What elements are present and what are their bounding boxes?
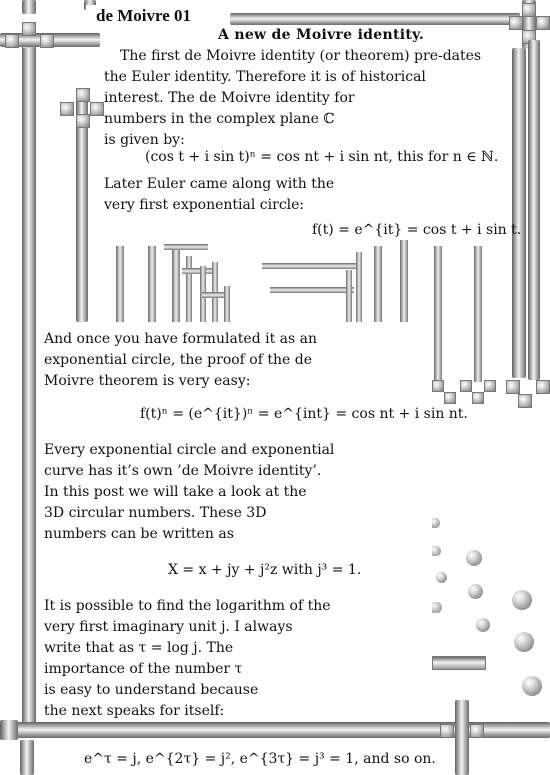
frame-bar-right	[512, 48, 526, 378]
frame-corner-knob	[518, 394, 532, 408]
frame-corner-knob	[470, 724, 484, 738]
equation-de-moivre: (cos t + i sin t)ⁿ = cos nt + i sin nt, this for n ∈ ℕ.	[145, 149, 499, 165]
frame-bar-right-outer	[528, 40, 540, 380]
text-line: Later Euler came along with the	[104, 176, 335, 192]
text-line: The first de Moivre identity (or theorem) pre-dates	[120, 48, 482, 64]
equation-text: f(t) = e^{it} = cos t + i sin t.	[312, 222, 522, 238]
sphere-decoration	[522, 676, 542, 696]
frame-corner-knob	[472, 392, 484, 404]
frame-bar-middle	[186, 256, 192, 322]
frame-stub-top	[22, 0, 36, 14]
frame-corner-knob	[460, 380, 472, 392]
sphere-decoration	[432, 518, 440, 528]
frame-corner-knob	[484, 380, 496, 392]
text-line: very first imaginary unit j. I always	[44, 619, 293, 635]
sphere-decoration	[468, 584, 483, 599]
text-line: very first exponential circle:	[104, 197, 305, 213]
text-line: numbers can be written as	[44, 526, 234, 542]
equation-tau: e^τ = j, e^{2τ} = j², e^{3τ} = j³ = 1, and so on.	[84, 751, 436, 767]
text-line: the Euler identity. Therefore it is of historical	[104, 69, 426, 85]
frame-corner-knob	[90, 102, 104, 116]
frame-bar-bottom-right	[455, 700, 469, 775]
frame-corner-knob	[5, 34, 19, 48]
frame-corner-knob	[60, 102, 74, 116]
sphere-decoration	[432, 546, 441, 556]
sphere-decoration	[436, 572, 447, 583]
frame-bar-bottom-left	[0, 720, 18, 740]
article-heading: A new de Moivre identity.	[218, 27, 425, 43]
frame-corner-knob	[536, 16, 550, 30]
frame-bar-middle	[400, 240, 408, 322]
frame-corner-knob	[506, 380, 520, 394]
text-line: And once you have formulated it as an	[44, 331, 318, 347]
equation-3d-number: X = x + jy + j²z with j³ = 1.	[168, 562, 362, 578]
frame-bar-middle	[474, 246, 482, 382]
frame-corner-knob	[22, 22, 36, 36]
text-line: the next speaks for itself:	[44, 703, 225, 719]
frame-bar-top	[230, 13, 520, 25]
frame-bar-middle	[270, 287, 354, 293]
frame-bar-middle	[164, 244, 208, 250]
text-line: 3D circular numbers. These 3D	[44, 505, 267, 521]
plate-decoration	[432, 656, 486, 670]
frame-bar-middle	[148, 246, 156, 322]
frame-corner-knob	[444, 392, 456, 404]
frame-bar-middle	[116, 246, 124, 322]
frame-bar-middle	[172, 246, 180, 322]
frame-corner-knob	[432, 380, 444, 392]
text-line: importance of the number τ	[44, 661, 243, 677]
equation-euler	[312, 222, 521, 238]
frame-corner-knob	[76, 88, 90, 102]
frame-bar-bottom-left-stub	[20, 740, 34, 775]
text-line: Moivre theorem is very easy:	[44, 373, 251, 389]
text-line: exponential circle, the proof of the de	[44, 352, 312, 368]
text-line: Every exponential circle and exponential	[44, 442, 335, 458]
frame-corner-knob	[40, 34, 54, 48]
text-line: is given by:	[104, 132, 185, 148]
text-line: interest. The de Moivre identity for	[104, 90, 355, 106]
frame-corner-knob	[76, 114, 90, 128]
text-line: In this post we will take a look at the	[44, 484, 307, 500]
sphere-decoration	[512, 590, 532, 610]
frame-corner-knob	[536, 380, 550, 394]
frame-corner-knob	[522, 3, 536, 17]
frame-bar-middle	[224, 286, 230, 322]
sphere-decoration	[476, 618, 490, 632]
frame-bar-middle	[434, 246, 442, 382]
text-line: is easy to understand because	[44, 682, 259, 698]
text-line: write that as τ = log j. The	[44, 640, 234, 656]
sphere-decoration	[514, 632, 534, 652]
frame-bar-middle	[374, 246, 382, 322]
frame-bar-middle	[262, 263, 362, 269]
text-line: numbers in the complex plane ℂ	[104, 111, 335, 127]
sphere-decoration	[466, 550, 482, 566]
page-title: de Moivre 01	[96, 6, 192, 25]
equation-proof: f(t)ⁿ = (e^{it})ⁿ = e^{int} = cos nt + i sin nt.	[140, 406, 468, 422]
frame-bar-middle	[346, 270, 352, 322]
text-line: It is possible to find the logarithm of the	[44, 598, 331, 614]
frame-corner-knob	[440, 724, 454, 738]
frame-bar-middle	[356, 252, 362, 322]
frame-bar-left	[22, 48, 36, 728]
text-line: curve has it’s own ’de Moivre identity’.	[44, 463, 322, 479]
frame-corner-knob	[509, 16, 523, 30]
sphere-decoration	[432, 602, 442, 613]
